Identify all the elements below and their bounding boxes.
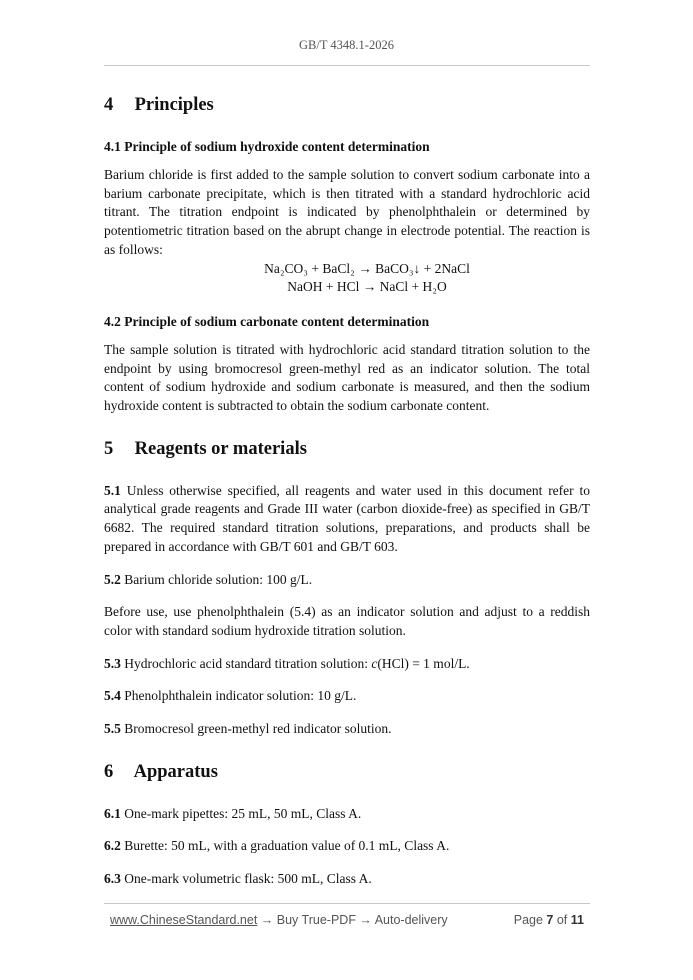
site-link[interactable]: www.ChineseStandard.net xyxy=(110,913,258,927)
clause-text-italic: c xyxy=(371,655,378,671)
clause-text: Unless otherwise specified, all reagents and water used in this document refer to analytical grade reagents and Grade III water (carbon dioxide-free) as specified in GB/T 6682. The required standard titration solutions, preparations, and products shall be prepared in accordance with GB/T 601 and GB/T 603. xyxy=(104,482,590,554)
paragraph: The sample solution is titrated with hydrochloric acid standard titration solution to the endpoint by using bromocresol green-methyl red as an indicator solution. The total content of sodium hydroxide and sodium carbonate is measured, and then the sodium hydroxide content is subtracted to obtain the sodium carbonate content. xyxy=(104,341,590,414)
clause-text: Hydrochloric acid standard titration solution: xyxy=(120,655,372,671)
page-header: GB/T 4348.1-2026 xyxy=(299,38,394,52)
clause-number: 6.1 xyxy=(104,805,121,821)
clause-number: 6.2 xyxy=(104,838,121,854)
clause-text: One-mark volumetric flask: 500 mL, Class A. xyxy=(120,871,372,887)
clause-5-4 xyxy=(104,687,590,706)
clause-5-3 xyxy=(104,655,590,674)
clause-text: Phenolphthalein indicator solution: 10 g/L. xyxy=(120,688,357,704)
clause-5-2 xyxy=(104,571,590,590)
clause-number: 5.4 xyxy=(104,688,121,704)
page-content xyxy=(104,92,590,889)
clause-6-1 xyxy=(104,805,590,824)
clause-text: Burette: 50 mL, with a graduation value of 0.1 mL, Class A. xyxy=(120,838,450,854)
section-number: 6 xyxy=(104,761,114,782)
clause-text: One-mark pipettes: 25 mL, 50 mL, Class A. xyxy=(120,805,362,821)
section-number: 4 xyxy=(104,95,114,115)
paragraph: Barium chloride is first added to the sample solution to convert sodium carbonate into a barium carbonate precipitate, which is then titrated with a standard hydrochloric acid titrant. The titration endpoint is indicated by phenolphthalein or determined by potentiometric titration based on the abrupt change in electrode potential. The reaction is as follows: xyxy=(104,167,590,257)
page-indicator xyxy=(514,913,584,927)
clause-5-1 xyxy=(104,482,590,557)
section-title: Apparatus xyxy=(133,761,218,782)
page-total: 11 xyxy=(570,913,584,927)
clause-text: (HCl) = 1 mol/L. xyxy=(377,655,470,671)
clause-6-3 xyxy=(104,870,590,889)
equation: NaOH + HCl → NaCl + H₂O xyxy=(287,279,447,295)
section-6-heading xyxy=(104,759,590,785)
subsection-4-2-heading: 4.2 Principle of sodium carbonate content determination xyxy=(104,313,430,329)
section-title: Principles xyxy=(134,95,214,115)
section-title: Reagents or materials xyxy=(134,438,307,459)
clause-text: Barium chloride solution: 100 g/L. xyxy=(120,571,313,587)
page-number: 7 xyxy=(546,913,554,927)
footer-links xyxy=(110,913,448,927)
section-5-heading xyxy=(104,436,590,462)
footer-rule xyxy=(104,903,590,904)
purchase-links[interactable]: → Buy True-PDF → Auto-delivery xyxy=(260,913,448,927)
page-label: Page xyxy=(513,913,543,927)
subsection-4-1-heading: 4.1 Principle of sodium hydroxide content determination xyxy=(104,139,430,154)
paragraph: Before use, use phenolphthalein (5.4) as an indicator solution and adjust to a reddish color with standard sodium hydroxide titration solution. xyxy=(104,604,590,638)
equation: Na₂CO₃ + BaCl₂ → BaCO₃↓ + 2NaCl xyxy=(264,260,470,276)
section-4-heading xyxy=(104,92,590,118)
clause-number: 6.3 xyxy=(104,871,121,887)
clause-5-5 xyxy=(104,720,590,739)
clause-number: 5.3 xyxy=(104,655,121,671)
clause-number: 5.2 xyxy=(104,571,121,587)
of-label: of xyxy=(556,913,568,927)
header-rule xyxy=(104,65,590,66)
section-number: 5 xyxy=(104,438,114,459)
clause-number: 5.5 xyxy=(104,721,121,737)
clause-6-2 xyxy=(104,837,590,856)
clause-number: 5.1 xyxy=(104,482,121,498)
clause-text: Bromocresol green-methyl red indicator solution. xyxy=(120,721,392,737)
